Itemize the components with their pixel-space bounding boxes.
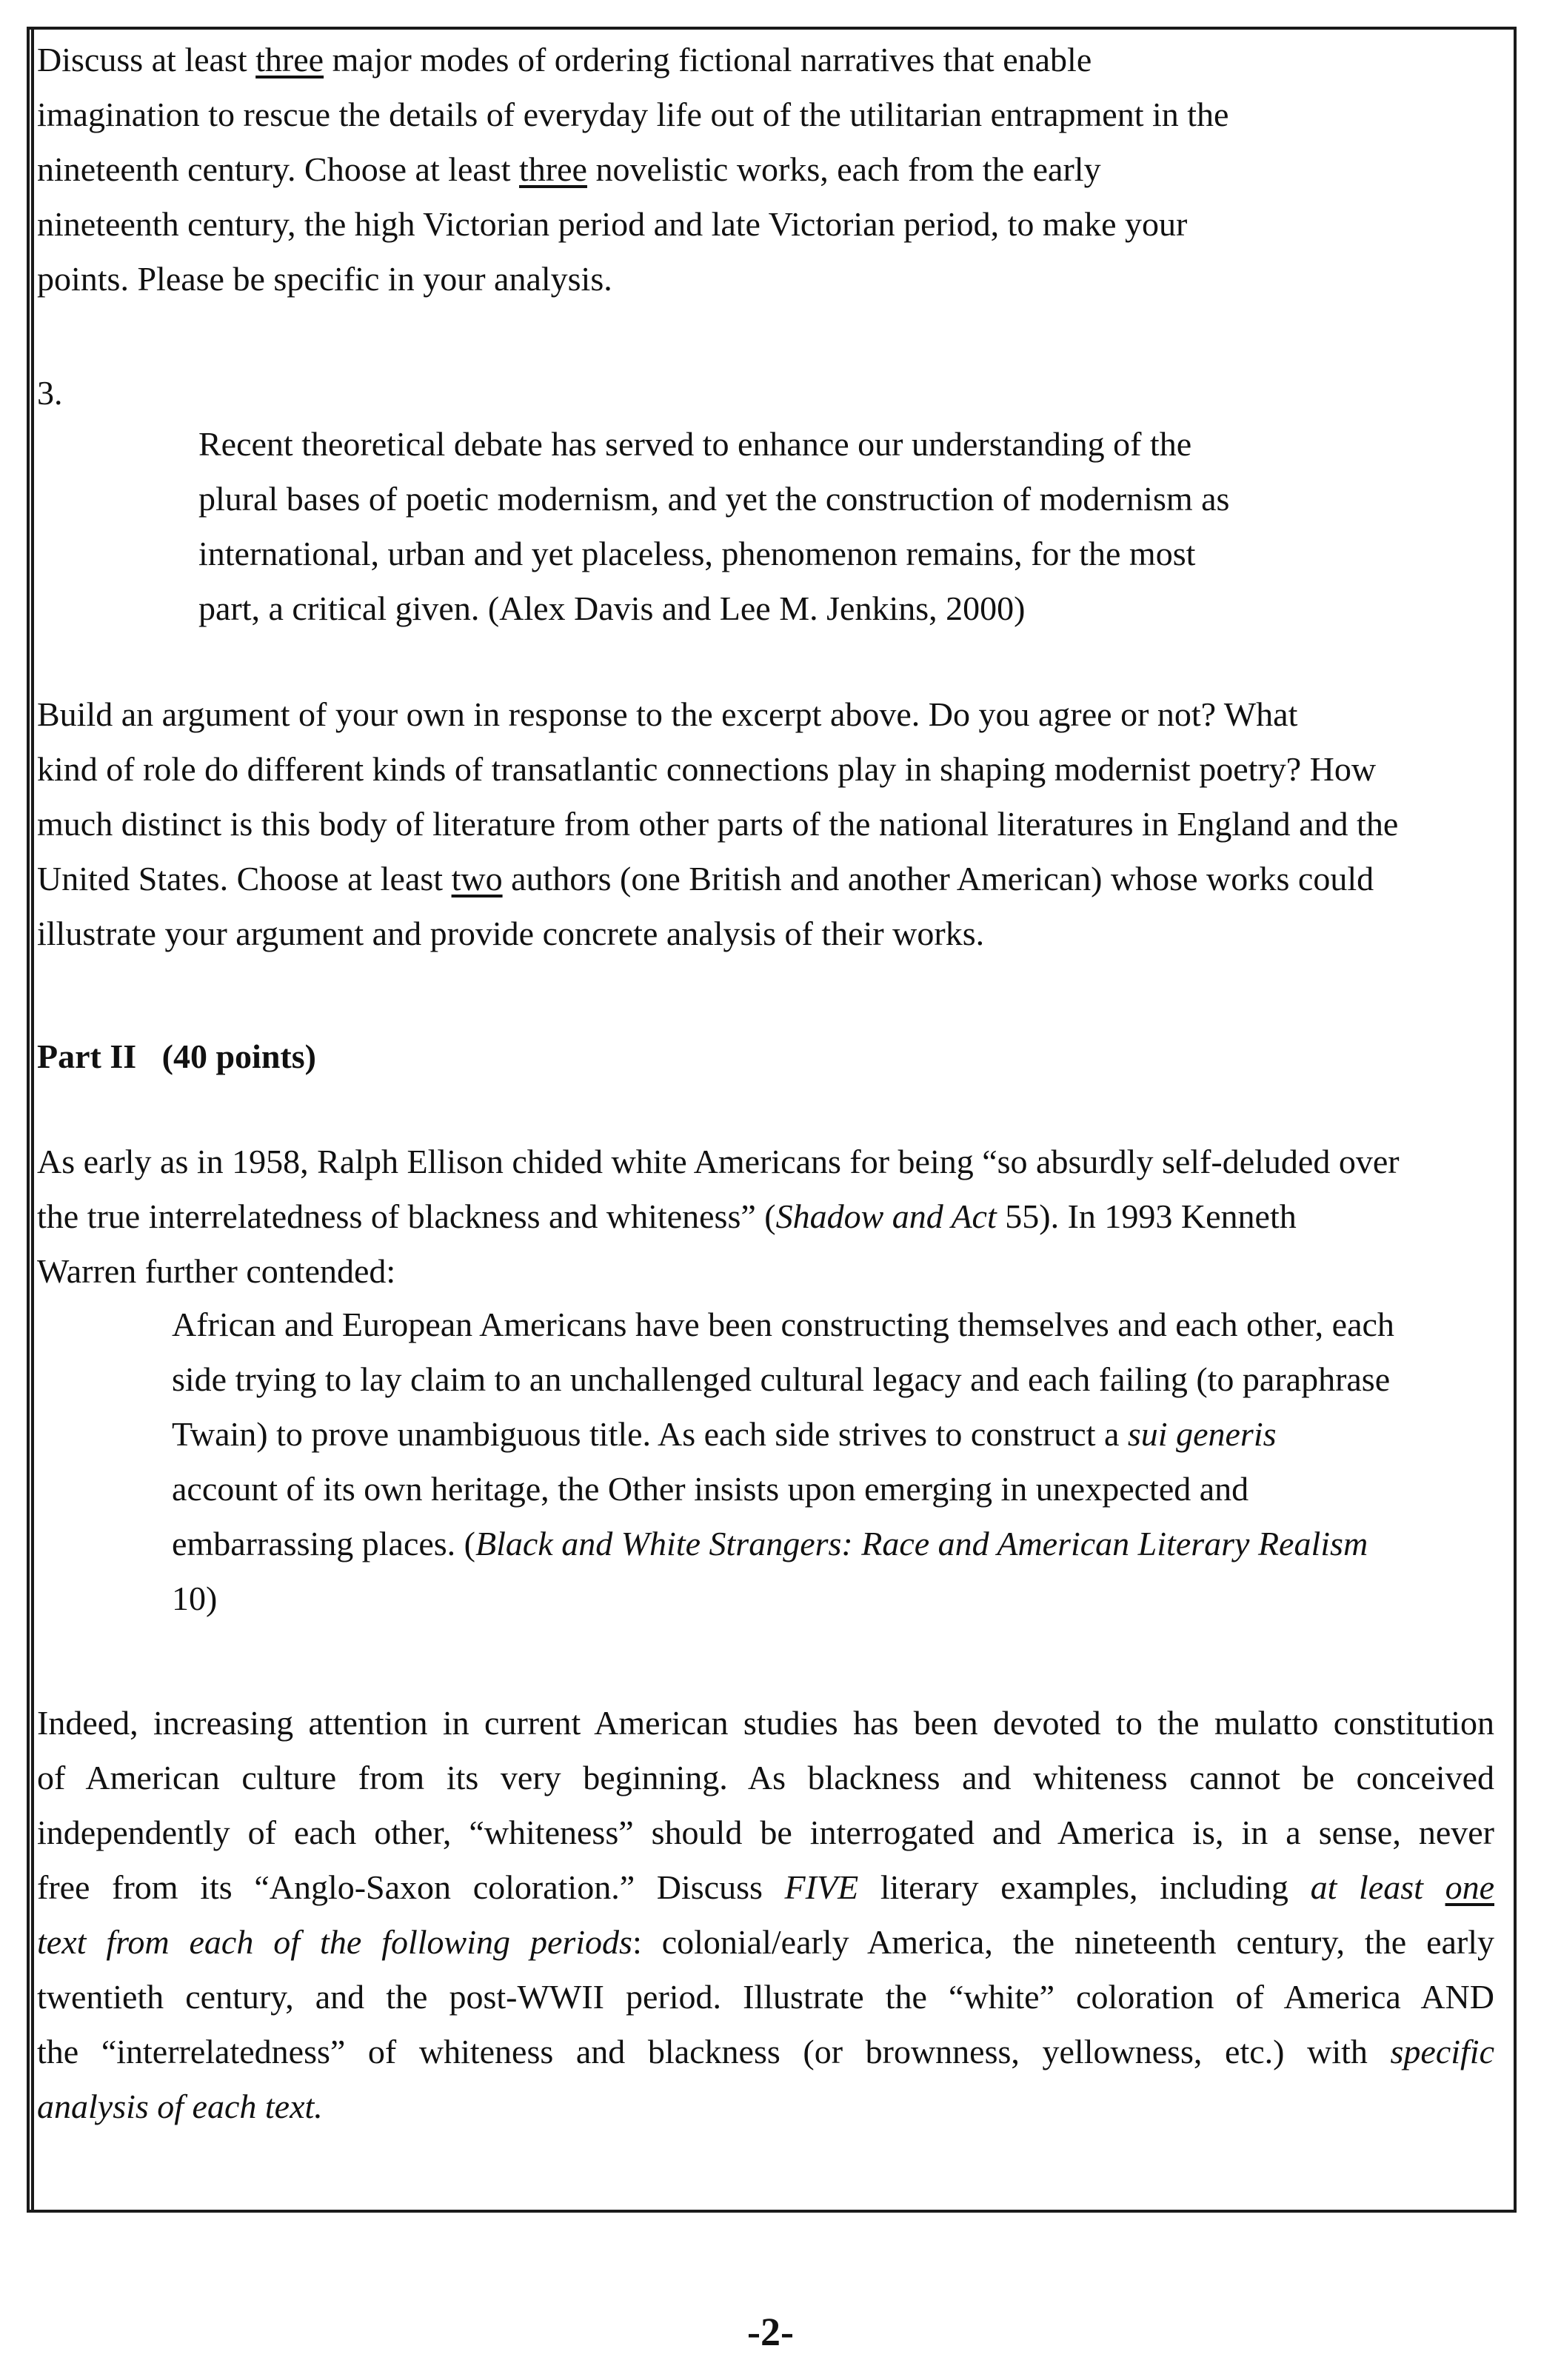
part-2-points: (40 points) [161,1037,316,1075]
q3-prompt-line: United States. Choose at least two authors (one British and another American) whose works could [37,860,1374,897]
quote-line: Twain) to prove unambiguous title. As each side strives to construct a sui generis [172,1415,1277,1453]
q3-prompt-line: much distinct is this body of literature from other parts of the national literatures in England and the [37,805,1399,843]
prompt-line: independently of each other, “whiteness” should be interrogated and America is, in a sense, never [37,1814,1494,1851]
q3-quote-line: international, urban and yet placeless, phenomenon remains, for the most [198,535,1196,572]
emphasis-three: three [255,41,324,78]
q3-quote-line: part, a critical given. (Alex Davis and Lee M. Jenkins, 2000) [198,589,1026,627]
emphasis-five: FIVE [784,1868,859,1906]
quote-line: 10) [172,1580,218,1617]
q3-epigraph-quote [198,417,1229,636]
emphasis-one: one [1445,1868,1494,1906]
quote-line: embarrassing places. (Black and White Strangers: Race and American Literary Realism [172,1525,1368,1562]
book-title-black-and-white-strangers: Black and White Strangers: Race and American Literary Realism [475,1525,1368,1562]
part-2-intro [37,1134,1503,1299]
quote-line: African and European Americans have been constructing themselves and each other, each [172,1306,1394,1343]
prompt-line: Indeed, increasing attention in current American studies has been devoted to the mulatto constitution [37,1704,1494,1742]
q2-line-1: Discuss at least three major modes of ordering fictional narratives that enable [37,41,1092,78]
q3-quote-line: Recent theoretical debate has served to enhance our understanding of the [198,425,1192,463]
q2-line-4: nineteenth century, the high Victorian period and late Victorian period, to make your [37,205,1188,243]
emphasis-at-least: at least [1310,1868,1445,1906]
intro-line: As early as in 1958, Ralph Ellison chided white Americans for being “so absurdly self-deluded over [37,1143,1400,1180]
intro-line: the true interrelatedness of blackness and whiteness” (Shadow and Act 55). In 1993 Kenneth [37,1197,1297,1235]
prompt-line [37,2079,1494,2134]
emphasis-specific: specific [1390,2033,1494,2070]
part-2-heading [37,1029,1503,1084]
page-number: -2- [747,2310,794,2354]
prompt-line: text from each of the following periods: colonial/early America, the nineteenth century, the early [37,1923,1495,1961]
q2-line-2: imagination to rescue the details of everyday life out of the utilitarian entrapment in the [37,96,1229,133]
prompt-line: free from its “Anglo-Saxon coloration.” Discuss FIVE literary examples, including at least one [37,1868,1494,1906]
q3-prompt-line: illustrate your argument and provide concrete analysis of their works. [37,915,985,952]
sui-generis-term: sui generis [1127,1415,1277,1453]
prompt-line: of American culture from its very beginning. As blackness and whiteness cannot be conceived [37,1759,1494,1796]
left-rule [31,27,34,2213]
emphasis-two: two [451,860,503,897]
intro-line: Warren further contended: [37,1252,396,1290]
quote-line: account of its own heritage, the Other insists upon emerging in unexpected and [172,1470,1249,1508]
q3-prompt [37,687,1503,961]
emphasis-periods: text from each of the following periods [37,1923,632,1961]
book-title-shadow-and-act: Shadow and Act [775,1197,997,1235]
q3-quote-line: plural bases of poetic modernism, and yet the construction of modernism as [198,480,1230,518]
q3-prompt-line: kind of role do different kinds of transatlantic connections play in shaping modernist poetry? How [37,750,1377,788]
q3-prompt-line: Build an argument of your own in response to the excerpt above. Do you agree or not? What [37,695,1298,733]
emphasis-three: three [519,150,587,188]
q2-line-3: nineteenth century. Choose at least three novelistic works, each from the early [37,150,1101,188]
q2-line-5: points. Please be specific in your analysis. [37,260,612,298]
prompt-line: the “interrelatedness” of whiteness and blackness (or brownness, yellowness, etc.) with specific [37,2033,1494,2070]
warren-block-quote [172,1297,1394,1626]
part-2-title: Part II [37,1037,137,1075]
part-2-prompt [37,1696,1494,2134]
question-3-number: 3. [37,374,63,412]
quote-line: side trying to lay claim to an unchallenged cultural legacy and each failing (to paraphrase [172,1360,1391,1398]
question-2-text [37,33,1503,307]
prompt-line: twentieth century, and the post-WWII period. Illustrate the “white” coloration of America AND [37,1978,1494,2016]
emphasis-analysis: analysis of each text. [37,2087,323,2125]
